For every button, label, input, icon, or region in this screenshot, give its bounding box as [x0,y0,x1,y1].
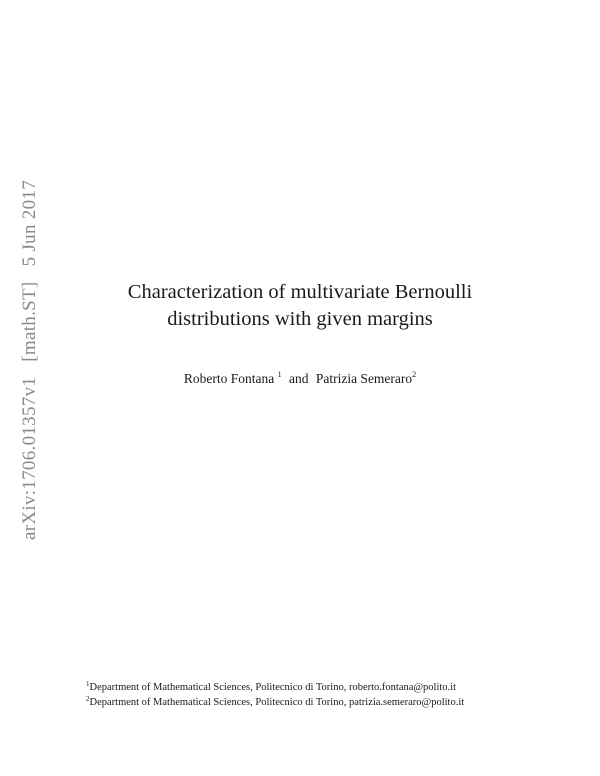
affiliation-text: Department of Mathematical Sciences, Politecnico di Torino, patrizia.semeraro@polito.it [89,697,465,708]
affiliation-text: Department of Mathematical Sciences, Politecnico di Torino, roberto.fontana@polito.it [89,682,457,693]
arxiv-stamp [19,180,41,540]
author-affiliation-mark: 1 [277,370,282,379]
affiliation-mark: 1 [86,680,90,688]
author-affiliation-mark: 2 [412,370,417,379]
arxiv-category: [math.ST] [19,281,40,362]
title-line-1: Characterization of multivariate Bernoulli [127,281,473,303]
affiliation-mark: 2 [86,695,90,703]
title-line-2: distributions with given margins [167,308,433,330]
author-connector: and [288,371,309,386]
affiliation-line [86,695,464,710]
author-name: Patrizia Semeraro [315,371,413,386]
affiliation-line [86,680,464,695]
author-list [0,370,600,388]
affiliation-footnotes [86,680,464,710]
paper-title [0,279,600,333]
arxiv-date: 5 Jun 2017 [19,179,40,267]
author-name: Roberto Fontana [183,371,275,386]
arxiv-identifier: arXiv:1706.01357v1 [19,376,40,541]
